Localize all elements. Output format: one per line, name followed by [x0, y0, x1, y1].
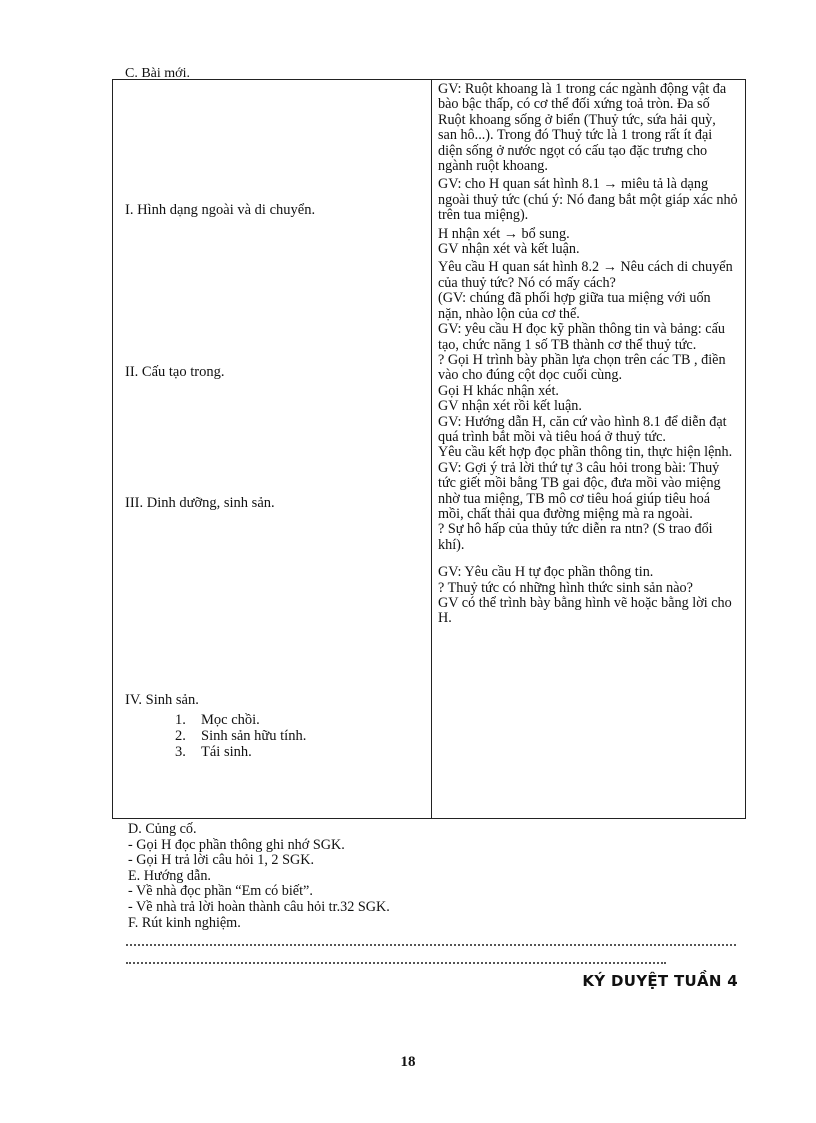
section-d-line: - Gọi H trả lời câu hỏi 1, 2 SGK. — [128, 852, 315, 869]
teacher-note: ? Sự hô hấp của thủy tức diễn ra ntn? (S trao đổi khí). — [438, 521, 713, 553]
teacher-note: GV có thể trình bày bằng hình vẽ hoặc bằng lời cho H. — [438, 595, 732, 627]
teacher-note: GV: Gợi ý trả lời thứ tự 3 câu hỏi trong bài: Thuỷ tức giết mồi bằng TB gai độc, đưa mồi vào miệng nhờ tua miệng, TB mô cơ tiêu hoá giúp tiêu hoá mồi, chất thải qua đường miệng mà ra ngoài. — [438, 459, 721, 522]
lesson-table — [112, 79, 746, 819]
reproduction-sub-list — [175, 712, 306, 760]
section-e-heading: E. Hướng dẫn. — [128, 867, 211, 884]
teacher-note: GV: Yêu cầu H tự đọc phần thông tin. — [438, 564, 654, 581]
teacher-note: Gọi H khác nhận xét. — [438, 382, 559, 399]
table-left-column — [113, 80, 431, 818]
weekly-approval-signoff: KÝ DUYỆT TUẦN 4 — [582, 972, 738, 990]
table-right-column — [438, 82, 738, 627]
teacher-note: GV: yêu cầu H đọc kỹ phần thông tin và bảng: cấu tạo, chức năng 1 số TB thành cơ thể thuỷ tức. — [438, 321, 725, 353]
dotted-line — [126, 944, 736, 946]
heading-nutrition-reproduction: III. Dinh dưỡng, sinh sản. — [125, 495, 275, 511]
teacher-note: ? Gọi H trình bày phần lựa chọn trên các TB , điền vào cho đúng cột dọc cuối cùng. — [438, 351, 726, 384]
teacher-note: Yêu cầu kết hợp đọc phần thông tin, thực hiện lệnh. — [438, 444, 733, 461]
section-d-heading: D. Củng cố. — [128, 821, 197, 837]
list-item: 3. Tái sinh. — [175, 744, 252, 760]
dotted-line — [126, 962, 666, 964]
teacher-note: GV: Hướng dẫn H, căn cứ vào hình 8.1 để diễn đạt quá trình bắt mồi và tiêu hoá ở thuỷ tức. — [438, 413, 727, 445]
column-divider — [431, 80, 432, 818]
teacher-note: Yêu cầu H quan sát hình 8.2 → Nêu cách di chuyển của thuỷ tức? Nó có mấy cách? — [438, 259, 733, 291]
list-item: 1. Mọc chồi. — [175, 712, 260, 728]
teacher-note: (GV: chúng đã phối hợp giữa tua miệng với uốn nặn, nhào lộn của cơ thể. — [438, 290, 711, 322]
page-number: 18 — [400, 1054, 416, 1070]
teacher-note: GV nhận xét và kết luận. — [438, 241, 580, 258]
teacher-note-intro: GV: Ruột khoang là 1 trong các ngành động vật đa bào bậc thấp, có cơ thể đối xứng toả tròn. Đa số Ruột khoang sống ở biển (Thuỷ tức, sứa hải quỳ, san hô...). Trong đó Thuỷ tức là 1 trong rất ít đại diện sống ở nước ngọt có cấu tạo đặc trưng cho ngành ruột khoang. — [438, 81, 727, 175]
teacher-note: GV nhận xét rồi kết luận. — [438, 398, 582, 415]
heading-reproduction: IV. Sinh sản. — [125, 692, 199, 708]
lesson-footer — [128, 822, 390, 931]
section-e-line: - Về nhà đọc phần “Em có biết”. — [128, 883, 313, 900]
heading-shape-movement: I. Hình dạng ngoài và di chuyển. — [125, 202, 316, 218]
list-item: 2. Sinh sản hữu tính. — [175, 728, 307, 744]
teacher-note: GV: cho H quan sát hình 8.1 → miêu tả là dạng ngoài thuỷ tức (chú ý: Nó đang bắt một giáp xác nhỏ trên tua miệng). — [438, 176, 738, 224]
section-d-line: - Gọi H đọc phần thông ghi nhớ SGK. — [128, 836, 345, 853]
section-f-heading: F. Rút kinh nghiệm. — [128, 914, 241, 931]
section-e-line: - Về nhà trả lời hoàn thành câu hỏi tr.32 SGK. — [128, 898, 390, 915]
teacher-note: H nhận xét → bổ sung. — [438, 225, 570, 242]
heading-internal-structure: II. Cấu tạo trong. — [125, 364, 225, 380]
teacher-note: ? Thuỷ tức có những hình thức sinh sản nào? — [438, 579, 693, 596]
section-c-heading: C. Bài mới. — [125, 66, 190, 81]
